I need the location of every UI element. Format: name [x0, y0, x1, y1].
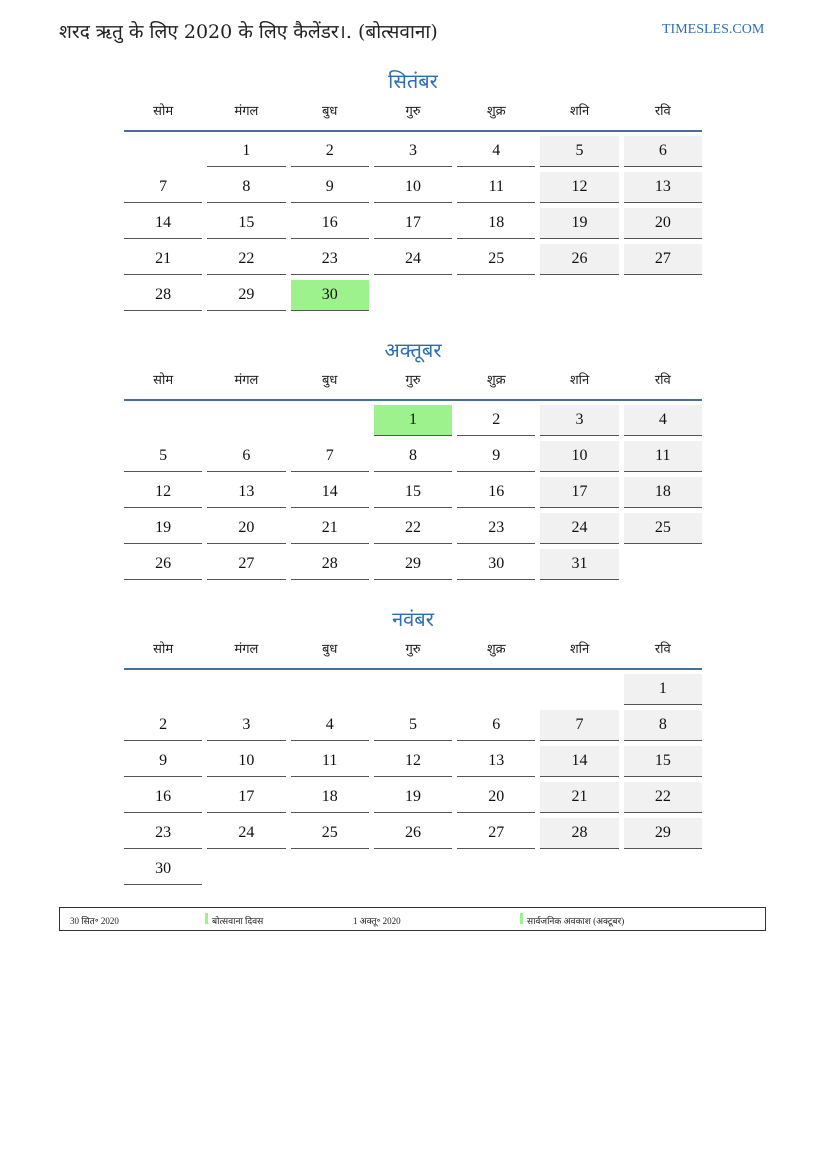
day-cell: 27 — [624, 244, 702, 275]
weekday-header — [124, 642, 702, 668]
weekday-label: शुक्र — [486, 104, 506, 119]
week-row — [124, 710, 702, 741]
day-cell: 31 — [540, 549, 618, 580]
holiday-day-cell: 30 — [291, 280, 369, 311]
day-cell: 29 — [207, 280, 285, 311]
day-cell: 9 — [457, 441, 535, 472]
day-cell: 4 — [291, 710, 369, 741]
day-cell: 4 — [457, 136, 535, 167]
day-cell: 10 — [207, 746, 285, 777]
empty-cell — [457, 280, 535, 310]
day-cell: 12 — [540, 172, 618, 203]
day-cell: 14 — [540, 746, 618, 777]
day-cell: 21 — [540, 782, 618, 813]
empty-cell — [624, 854, 702, 884]
legend-label-2: सार्वजनिक अवकाश (अक्टूबर) — [527, 916, 625, 926]
day-cell: 8 — [207, 172, 285, 203]
day-cell: 17 — [207, 782, 285, 813]
empty-cell — [624, 549, 702, 579]
day-cell: 15 — [207, 208, 285, 239]
empty-cell — [207, 854, 285, 884]
day-cell: 29 — [624, 818, 702, 849]
empty-cell — [540, 854, 618, 884]
day-grid — [124, 136, 702, 311]
week-row — [124, 549, 702, 580]
day-cell: 9 — [291, 172, 369, 203]
week-row — [124, 136, 702, 167]
week-row — [124, 818, 702, 849]
day-cell: 27 — [457, 818, 535, 849]
weekday-label: रवि — [654, 642, 671, 657]
day-cell: 16 — [291, 208, 369, 239]
day-cell: 7 — [124, 172, 202, 203]
week-row — [124, 172, 702, 203]
week-row — [124, 513, 702, 544]
empty-cell — [124, 674, 202, 704]
day-cell: 16 — [124, 782, 202, 813]
day-cell: 17 — [540, 477, 618, 508]
week-row — [124, 441, 702, 472]
day-grid — [124, 405, 702, 580]
day-cell: 2 — [291, 136, 369, 167]
legend-holiday-marker — [205, 913, 208, 924]
empty-cell — [124, 405, 202, 435]
day-cell: 24 — [374, 244, 452, 275]
page-title: शरद ऋतु के लिए 2020 के लिए कैलेंडर।. (बोत्सवाना) — [59, 21, 438, 43]
day-cell: 25 — [291, 818, 369, 849]
day-cell: 22 — [374, 513, 452, 544]
day-cell: 28 — [540, 818, 618, 849]
day-cell: 29 — [374, 549, 452, 580]
day-cell: 3 — [374, 136, 452, 167]
weekday-label: सोम — [153, 104, 174, 119]
weekday-label: शनि — [569, 373, 590, 388]
weekday-header — [124, 104, 702, 130]
day-cell: 5 — [374, 710, 452, 741]
day-cell: 7 — [291, 441, 369, 472]
day-cell: 16 — [457, 477, 535, 508]
day-cell: 6 — [207, 441, 285, 472]
day-cell: 13 — [624, 172, 702, 203]
day-cell: 1 — [207, 136, 285, 167]
day-cell: 4 — [624, 405, 702, 436]
day-cell: 11 — [457, 172, 535, 203]
empty-cell — [374, 280, 452, 310]
day-cell: 19 — [540, 208, 618, 239]
empty-cell — [457, 674, 535, 704]
day-cell: 5 — [124, 441, 202, 472]
day-cell: 21 — [124, 244, 202, 275]
day-cell: 12 — [374, 746, 452, 777]
day-cell: 8 — [374, 441, 452, 472]
day-cell: 8 — [624, 710, 702, 741]
legend-date-1: 30 सित॰ 2020 — [70, 916, 119, 926]
empty-cell — [374, 674, 452, 704]
day-cell: 20 — [207, 513, 285, 544]
week-row — [124, 280, 702, 311]
weekday-label: रवि — [654, 373, 671, 388]
header-rule — [124, 130, 702, 132]
weekday-label: मंगल — [234, 104, 259, 119]
day-cell: 1 — [624, 674, 702, 705]
weekday-label: बुध — [321, 642, 338, 657]
empty-cell — [207, 674, 285, 704]
day-cell: 17 — [374, 208, 452, 239]
weekday-label: रवि — [654, 104, 671, 119]
day-cell: 13 — [457, 746, 535, 777]
week-row — [124, 746, 702, 777]
empty-cell — [291, 674, 369, 704]
month-title: सितंबर — [388, 69, 438, 93]
day-cell: 20 — [624, 208, 702, 239]
day-cell: 7 — [540, 710, 618, 741]
weekday-label: शनि — [569, 642, 590, 657]
weekday-label: मंगल — [234, 373, 259, 388]
holiday-day-cell: 1 — [374, 405, 452, 436]
day-cell: 22 — [207, 244, 285, 275]
day-cell: 25 — [457, 244, 535, 275]
week-row — [124, 782, 702, 813]
weekday-label: शुक्र — [486, 373, 506, 388]
day-cell: 12 — [124, 477, 202, 508]
day-cell: 18 — [624, 477, 702, 508]
empty-cell — [374, 854, 452, 884]
day-cell: 30 — [457, 549, 535, 580]
day-cell: 28 — [291, 549, 369, 580]
weekday-label: बुध — [321, 373, 338, 388]
weekday-label: गुरु — [405, 104, 421, 119]
day-cell: 6 — [457, 710, 535, 741]
weekday-label: गुरु — [405, 642, 421, 657]
empty-cell — [540, 280, 618, 310]
day-cell: 14 — [291, 477, 369, 508]
day-cell: 23 — [291, 244, 369, 275]
weekday-header — [124, 373, 702, 399]
day-cell: 6 — [624, 136, 702, 167]
day-cell: 3 — [207, 710, 285, 741]
day-cell: 30 — [124, 854, 202, 885]
empty-cell — [291, 854, 369, 884]
day-cell: 24 — [207, 818, 285, 849]
holiday-legend — [59, 907, 766, 931]
day-cell: 5 — [540, 136, 618, 167]
week-row — [124, 477, 702, 508]
legend-label-1: बोत्सवाना दिवस — [212, 916, 264, 926]
header-rule — [124, 668, 702, 670]
month-title: नवंबर — [392, 607, 434, 631]
month-title: अक्तूबर — [384, 338, 442, 362]
legend-date-2: 1 अक्तू॰ 2020 — [353, 916, 401, 926]
day-cell: 14 — [124, 208, 202, 239]
empty-cell — [207, 405, 285, 435]
day-cell: 26 — [124, 549, 202, 580]
weekday-label: सोम — [153, 642, 174, 657]
empty-cell — [124, 136, 202, 166]
day-cell: 24 — [540, 513, 618, 544]
day-cell: 10 — [374, 172, 452, 203]
weekday-label: शनि — [569, 104, 590, 119]
day-grid — [124, 674, 702, 885]
day-cell: 27 — [207, 549, 285, 580]
weekday-label: सोम — [153, 373, 174, 388]
day-cell: 13 — [207, 477, 285, 508]
week-row — [124, 244, 702, 275]
weekday-label: मंगल — [234, 642, 259, 657]
legend-holiday-marker — [520, 913, 523, 924]
day-cell: 26 — [540, 244, 618, 275]
weekday-label: बुध — [321, 104, 338, 119]
weekday-label: शुक्र — [486, 642, 506, 657]
day-cell: 19 — [124, 513, 202, 544]
header-rule — [124, 399, 702, 401]
day-cell: 2 — [124, 710, 202, 741]
month-november — [124, 604, 702, 885]
weekday-label: गुरु — [405, 373, 421, 388]
day-cell: 21 — [291, 513, 369, 544]
week-row — [124, 854, 702, 885]
day-cell: 26 — [374, 818, 452, 849]
site-link[interactable]: TIMESLES.COM — [662, 22, 765, 37]
empty-cell — [457, 854, 535, 884]
day-cell: 15 — [624, 746, 702, 777]
empty-cell — [540, 674, 618, 704]
day-cell: 20 — [457, 782, 535, 813]
day-cell: 9 — [124, 746, 202, 777]
week-row — [124, 208, 702, 239]
day-cell: 19 — [374, 782, 452, 813]
day-cell: 10 — [540, 441, 618, 472]
day-cell: 18 — [291, 782, 369, 813]
day-cell: 23 — [124, 818, 202, 849]
week-row — [124, 674, 702, 705]
day-cell: 2 — [457, 405, 535, 436]
day-cell: 28 — [124, 280, 202, 311]
day-cell: 23 — [457, 513, 535, 544]
week-row — [124, 405, 702, 436]
day-cell: 11 — [291, 746, 369, 777]
day-cell: 22 — [624, 782, 702, 813]
empty-cell — [624, 280, 702, 310]
month-september — [124, 66, 702, 311]
empty-cell — [291, 405, 369, 435]
day-cell: 3 — [540, 405, 618, 436]
day-cell: 25 — [624, 513, 702, 544]
day-cell: 18 — [457, 208, 535, 239]
day-cell: 11 — [624, 441, 702, 472]
month-october — [124, 335, 702, 580]
day-cell: 15 — [374, 477, 452, 508]
